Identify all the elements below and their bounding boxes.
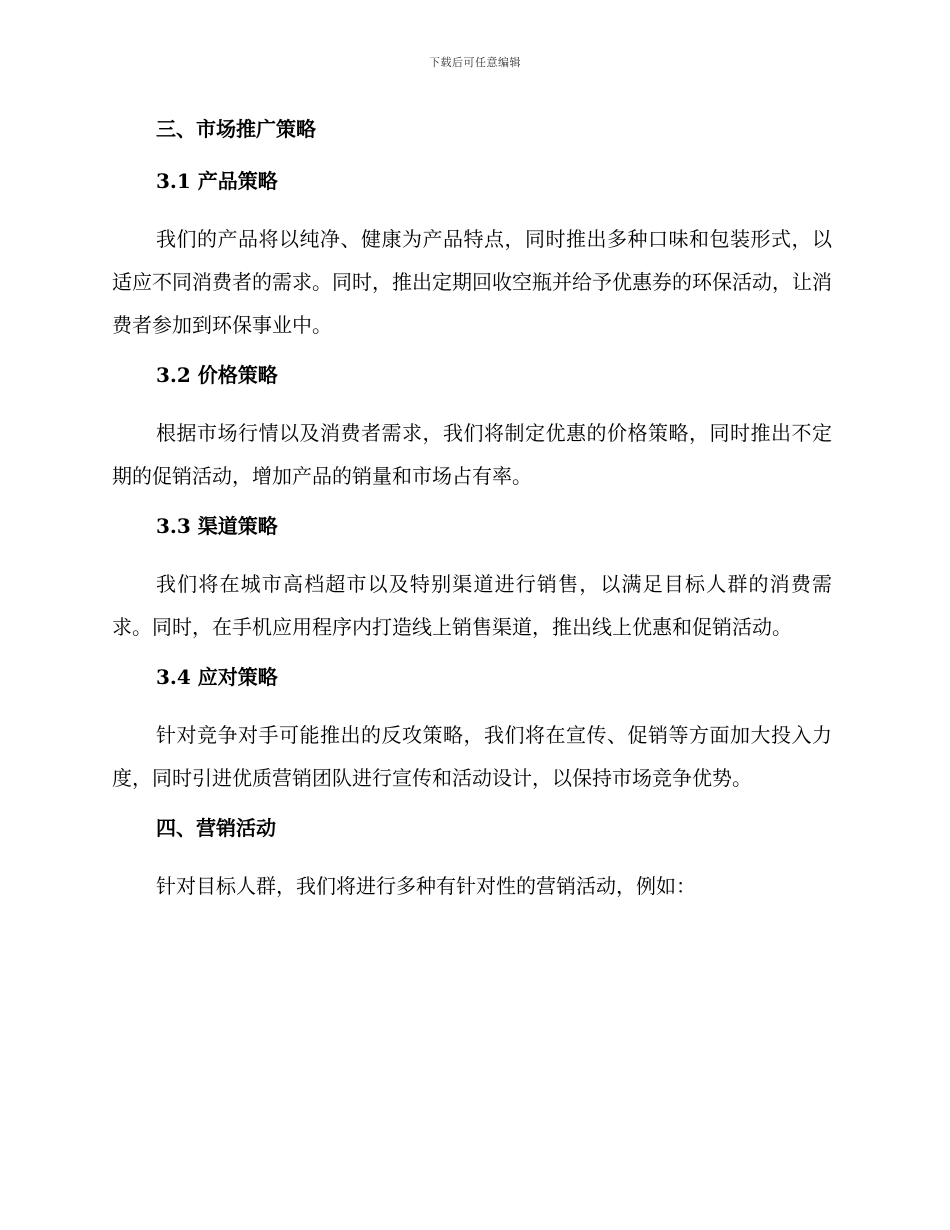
paragraph-channel-strategy: 我们将在城市高档超市以及特别渠道进行销售，以满足目标人群的消费需求。同时，在手机应用程序内打造线上销售渠道，推出线上优惠和促销活动。: [112, 572, 832, 639]
document-body: [112, 108, 832, 921]
paragraph-product-strategy: 我们的产品将以纯净、健康为产品特点，同时推出多种口味和包装形式，以适应不同消费者的需求。同时，推出定期回收空瓶并给予优惠券的环保活动，让消费者参加到环保事业中。: [112, 227, 832, 337]
subsection-heading-price-strategy: 3.2 价格策略: [156, 363, 278, 387]
paragraph-response-strategy: 针对竞争对手可能推出的反攻策略，我们将在宣传、促销等方面加大投入力度，同时引进优质营销团队进行宣传和活动设计，以保持市场竞争优势。: [112, 723, 832, 790]
section-heading-marketing-activities: 四、营销活动: [156, 816, 276, 840]
paragraph-marketing-activities: 针对目标人群，我们将进行多种有针对性的营销活动，例如：: [156, 874, 696, 898]
paragraph-price-strategy: 根据市场行情以及消费者需求，我们将制定优惠的价格策略，同时推出不定期的促销活动，增加产品的销量和市场占有率。: [112, 421, 832, 488]
section-heading-marketing-strategy: 三、市场推广策略: [156, 117, 316, 141]
subsection-heading-channel-strategy: 3.3 渠道策略: [156, 514, 278, 538]
subsection-heading-product-strategy: 3.1 产品策略: [156, 169, 278, 193]
subsection-heading-response-strategy: 3.4 应对策略: [156, 665, 278, 689]
header-note: 下载后可任意编辑: [429, 56, 521, 69]
